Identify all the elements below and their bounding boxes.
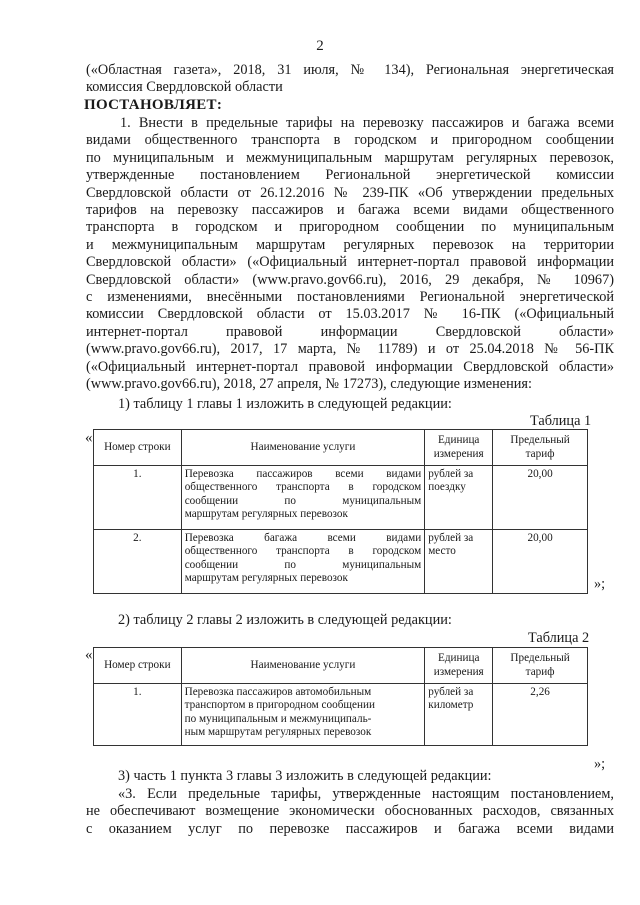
row-number: 1.	[94, 466, 182, 530]
item-2: 2) таблицу 2 главы 2 изложить в следующей редакции:	[118, 612, 452, 628]
paragraph-line: и межмуниципальным маршрутам регулярных перевозок на территории	[86, 236, 614, 253]
paragraph-line: видами общественного транспорта в городском и пригородном сообщении	[86, 132, 614, 149]
paragraph-line: интернет-портал правовой информации Свердловской области»	[86, 323, 614, 340]
header-tariff: Предельный тариф	[493, 648, 588, 684]
table-1-open-quote: «	[85, 430, 93, 446]
paragraph-line: Свердловской области от 26.12.2016 № 239-ПК «Об утверждении предельных	[86, 184, 614, 201]
paragraph-line: («Официальный интернет-портал правовой информации Свердловской области»	[86, 358, 614, 375]
unit: рублей за место	[425, 530, 493, 594]
table-1-caption: Таблица 1	[530, 413, 592, 429]
table-1-close-quote: »;	[594, 576, 606, 592]
header-service: Наименование услуги	[181, 430, 425, 466]
header-row-num: Номер строки	[94, 430, 182, 466]
row-number: 2.	[94, 530, 182, 594]
paragraph-line: 1. Внести в предельные тарифы на перевозку пассажиров и багажа всеми	[120, 115, 614, 131]
header-unit: Единица измерения	[425, 648, 493, 684]
paragraph-line: (www.pravo.gov66.ru), 2017, 17 марта, № 11789) и от 25.04.2018 № 56-ПК	[86, 341, 614, 358]
unit: рублей за километр	[425, 684, 493, 746]
row-number: 1.	[94, 684, 182, 746]
service-name: Перевозка багажа всеми видами общественного транспорта в городском сообщении по муниципальным маршрутам регулярных перевозок	[181, 530, 425, 594]
table-row	[94, 530, 588, 594]
paragraph-line: транспорта в городском и пригородном сообщении по муниципальным	[86, 219, 614, 236]
header-unit: Единица измерения	[425, 430, 493, 466]
paragraph-3	[86, 786, 614, 838]
table-2-open-quote: «	[85, 647, 93, 663]
paragraph-line: Свердловской области» (www.pravo.gov66.ru), 2016, 29 декабря, № 10967)	[86, 271, 614, 288]
table-2	[93, 647, 588, 746]
paragraph-line: не обеспечивают возмещение экономически обоснованных расходов, связанных	[86, 803, 614, 820]
tariff-value: 2,26	[493, 684, 588, 746]
paragraph-line: утвержденные постановлением Региональной энергетической комиссии	[86, 167, 614, 184]
paragraph-line: комиссии Свердловской области от 15.03.2017 № 16-ПК («Официальный	[86, 306, 614, 323]
page-number: 2	[316, 38, 324, 54]
tariff-value: 20,00	[493, 530, 588, 594]
header-service: Наименование услуги	[181, 648, 425, 684]
table-row	[94, 684, 588, 746]
table-header-row	[94, 430, 588, 466]
item-1: 1) таблицу 1 главы 1 изложить в следующей редакции:	[118, 396, 452, 412]
table-header-row	[94, 648, 588, 684]
paragraph-line: «3. Если предельные тарифы, утвержденные настоящим постановлением,	[118, 786, 614, 802]
table-1	[93, 429, 588, 594]
paragraph-line: с оказанием услуг по перевозке пассажиров и багажа всеми видами	[86, 820, 614, 837]
header-tariff: Предельный тариф	[493, 430, 588, 466]
resolution-heading: ПОСТАНОВЛЯЕТ:	[84, 97, 223, 113]
header-row-num: Номер строки	[94, 648, 182, 684]
paragraph-line: по муниципальным и межмуниципальным маршрутам регулярных перевозок,	[86, 149, 614, 166]
intro-line: комиссия Свердловской области	[86, 79, 283, 96]
table-2-close-quote: »;	[594, 756, 606, 772]
paragraph-1	[86, 115, 614, 394]
service-name: Перевозка пассажиров всеми видами общественного транспорта в городском сообщении по муниципальным маршрутам регулярных перевозок	[181, 466, 425, 530]
table-2-caption: Таблица 2	[528, 630, 590, 646]
intro-line: («Областная газета», 2018, 31 июля, № 134), Региональная энергетическая	[86, 62, 614, 78]
paragraph-line: (www.pravo.gov66.ru), 2018, 27 апреля, № 17273), следующие изменения:	[86, 376, 532, 393]
paragraph-line: тарифов на перевозку пассажиров и багажа всеми видами общественного	[86, 202, 614, 219]
tariff-value: 20,00	[493, 466, 588, 530]
table-row	[94, 466, 588, 530]
item-3: 3) часть 1 пункта 3 главы 3 изложить в следующей редакции:	[118, 768, 492, 784]
unit: рублей за поездку	[425, 466, 493, 530]
paragraph-line: с изменениями, внесёнными постановлениями Региональной энергетической	[86, 289, 614, 306]
intro-text	[86, 62, 614, 97]
service-name: Перевозка пассажиров автомобильным транспортом в пригородном сообщении по муниципальным и межмуниципаль- ным маршрутам регулярных перевозок	[181, 684, 425, 746]
paragraph-line: Свердловской области» («Официальный интернет-портал правовой информации	[86, 254, 614, 271]
